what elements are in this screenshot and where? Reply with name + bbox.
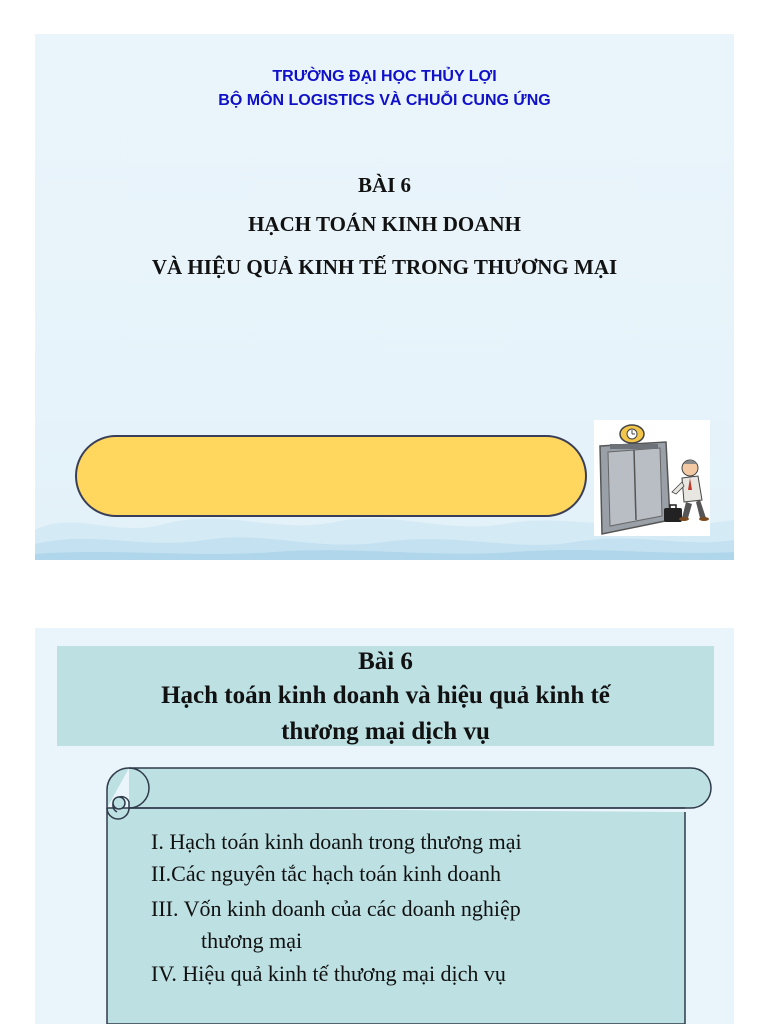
slide-1 [35, 34, 734, 560]
lesson-title-line2: VÀ HIỆU QUẢ KINH TẾ TRONG THƯƠNG MẠI [151, 255, 618, 279]
slide-2 [35, 628, 734, 1024]
university-name: TRƯỜNG ĐẠI HỌC THỦY LỢI [272, 68, 497, 85]
toc-item-1: I. Hạch toán kinh doanh trong thương mại [151, 829, 522, 854]
lesson-title-line1: HẠCH TOÁN KINH DOANH [248, 212, 521, 236]
slide-2-header [57, 646, 714, 746]
toc-item-2: II.Các nguyên tắc hạch toán kinh doanh [151, 861, 502, 886]
lesson-number: Bài 6 [358, 648, 413, 675]
toc-item-4: IV. Hiệu quả kinh tế thương mại dịch vụ [151, 961, 506, 986]
toc-item-3: III. Vốn kinh doanh của các doanh nghiệp [151, 896, 521, 921]
toc-item-3-continued: thương mại [201, 928, 303, 953]
lesson-number: BÀI 6 [357, 173, 412, 197]
lesson-title-line1: Hạch toán kinh doanh và hiệu quả kinh tế [161, 682, 610, 709]
title-pill-shape [75, 435, 587, 517]
lesson-title-line2: thương mại dịch vụ [281, 718, 490, 745]
department-name: BỘ MÔN LOGISTICS VÀ CHUỖI CUNG ỨNG [218, 92, 551, 109]
businessman-entering-elevator-icon [594, 420, 710, 536]
